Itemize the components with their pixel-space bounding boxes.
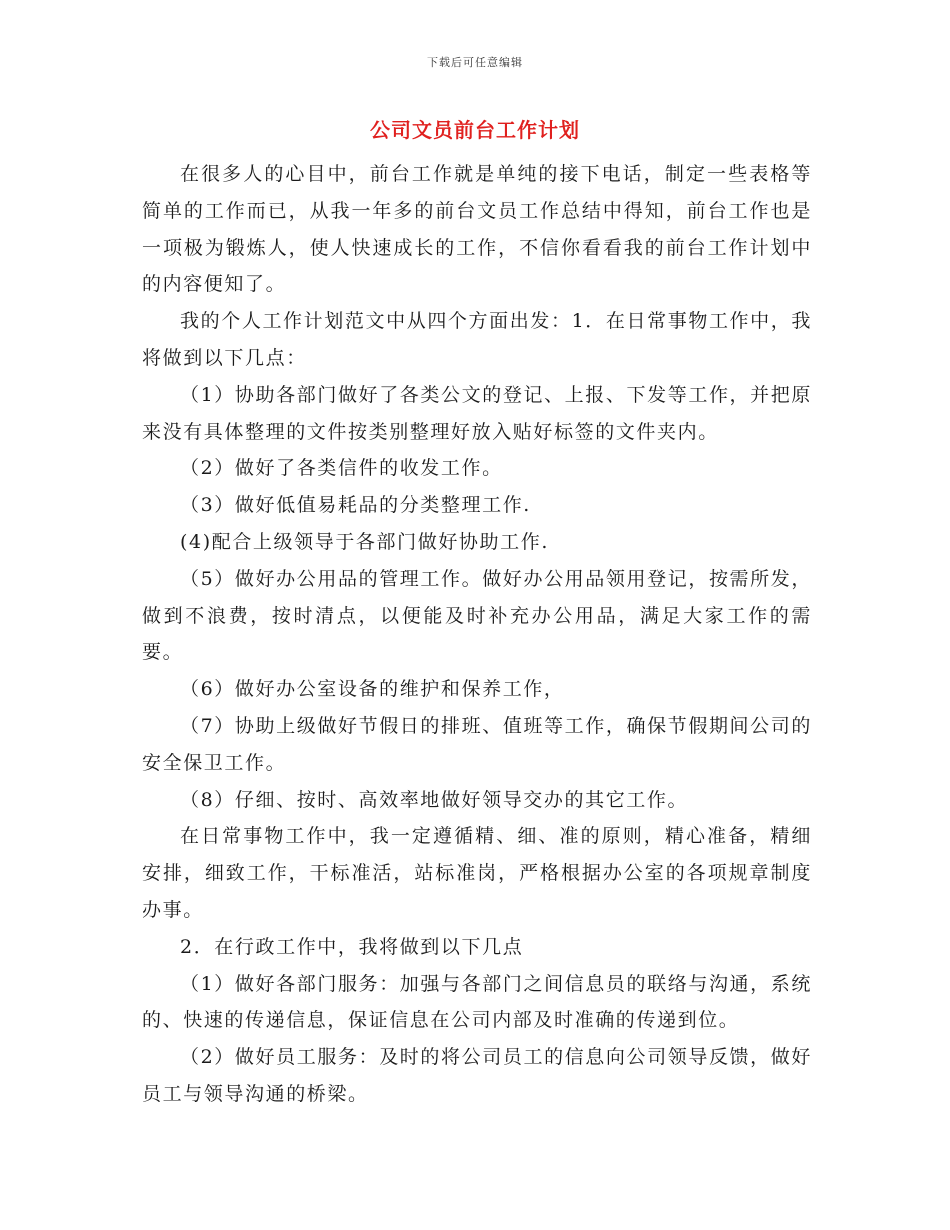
paragraph-item-3: （3）做好低值易耗品的分类整理工作. <box>180 494 531 517</box>
paragraph-admin-item-2: （2）做好员工服务：及时的将公司员工的信息向公司领导反馈，做好员工与领导沟通的桥梁。 <box>142 1046 812 1105</box>
paragraph-item-6: （6）做好办公室设备的维护和保养工作， <box>180 678 565 701</box>
paragraph-item-7: （7）协助上级做好节假日的排班、值班等工作，确保节假期间公司的安全保卫工作。 <box>142 714 812 774</box>
paragraph-intro: 在很多人的心目中，前台工作就是单纯的接下电话，制定一些表格等简单的工作而已，从我一年多的前台文员工作总结中得知，前台工作也是一项极为锻炼人，使人快速成长的工作，不信你看看我的前台工作计划中的内容便知了。 <box>142 163 812 296</box>
document-title: 公司文员前台工作计划 <box>370 118 580 142</box>
document-body <box>142 156 812 1113</box>
paragraph-plan-overview: 我的个人工作计划范文中从四个方面出发：1．在日常事物工作中，我将做到以下几点： <box>142 310 812 369</box>
paragraph-item-5: （5）做好办公用品的管理工作。做好办公用品领用登记，按需所发，做到不浪费，按时清点，以便能及时补充办公用品，满足大家工作的需要。 <box>142 567 812 664</box>
paragraph-principles: 在日常事物工作中，我一定遵循精、细、准的原则，精心准备，精细安排，细致工作，干标准活，站标准岗，严格根据办公室的各项规章制度办事。 <box>142 825 812 921</box>
paragraph-item-1: （1）协助各部门做好了各类公文的登记、上报、下发等工作，并把原来没有具体整理的文件按类别整理好放入贴好标签的文件夹内。 <box>142 383 812 443</box>
paragraph-item-2: （2）做好了各类信件的收发工作。 <box>180 457 503 480</box>
paragraph-item-8: （8）仔细、按时、高效率地做好领导交办的其它工作。 <box>180 788 689 811</box>
paragraph-section-2-heading: 2．在行政工作中，我将做到以下几点 <box>180 935 524 958</box>
paragraph-admin-item-1: （1）做好各部门服务：加强与各部门之间信息员的联络与沟通，系统的、快速的传递信息，保证信息在公司内部及时准确的传递到位。 <box>142 972 812 1032</box>
paragraph-item-4: (4)配合上级领导于各部门做好协助工作. <box>180 530 549 553</box>
header-note: 下载后可任意编辑 <box>427 56 523 69</box>
